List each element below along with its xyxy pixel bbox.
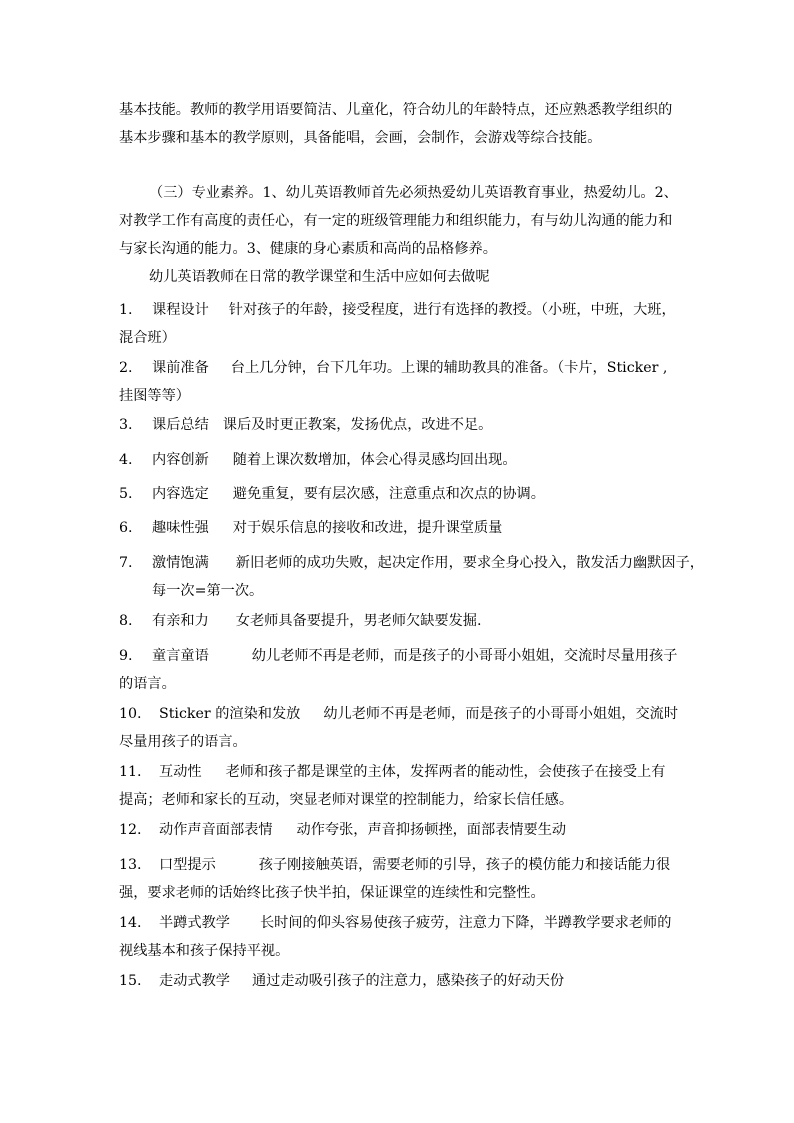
list-item — [119, 758, 679, 814]
list-item — [119, 967, 679, 995]
item-text: 随着上课次数增加，体会心得灵感均回出现。 — [232, 452, 517, 468]
item-number: 12. — [119, 822, 142, 838]
list-item — [119, 700, 679, 756]
item-title: 互动性 — [159, 764, 202, 780]
item-number: 6. — [119, 520, 133, 536]
item-text: 女老师具备要提升，男老师欠缺要发掘. — [235, 613, 482, 629]
list-item — [119, 549, 712, 605]
item-text: 课后及时更正教案，发扬优点，改进不足。 — [222, 417, 493, 433]
item-title: 课程设计 — [152, 302, 209, 318]
list-item — [119, 909, 679, 965]
item-title: 有亲和力 — [152, 613, 209, 629]
item-text: 幼儿老师不再是老师，而是孩子的小哥哥小姐姐，交流时尽量用孩子的语言。 — [119, 706, 679, 750]
item-title: 口型提示 — [159, 857, 216, 873]
item-number: 15. — [119, 973, 142, 989]
item-text: 动作夸张，声音抑扬顿挫，面部表情要生动 — [296, 822, 567, 838]
item-text: 台上几分钟，台下几年功。上课的辅助教具的准备。（卡片，Sticker ,挂图等等） — [119, 360, 668, 404]
list-item — [119, 642, 679, 698]
item-number: 3. — [119, 417, 133, 433]
item-title: 动作声音面部表情 — [159, 822, 273, 838]
item-text: 新旧老师的成功失败，起决定作用，要求全身心投入，散发活力幽默因子，每一次=第一次。 — [152, 555, 704, 599]
item-title: 走动式教学 — [159, 973, 230, 989]
item-title: 半蹲式教学 — [159, 915, 230, 931]
item-number: 10. — [119, 706, 142, 722]
paragraph-professional-quality: （三）专业素养。1、幼儿英语教师首先必须热爱幼儿英语教育事业，热爱幼儿。2、对教学工作有高度的责任心，有一定的班级管理能力和组织能力，有与幼儿沟通的能力和与家长沟通的能力。3、健康的身心素质和高尚的品格修养。 — [119, 185, 678, 257]
item-title: 激情饱满 — [152, 555, 209, 571]
item-title: 课后总结 — [152, 417, 209, 433]
item-number: 14. — [119, 915, 142, 931]
item-number: 9. — [119, 648, 133, 664]
item-text: 针对孩子的年龄，接受程度，进行有选择的教授。（小班，中班，大班，混合班） — [119, 302, 676, 346]
item-text: 幼儿老师不再是老师，而是孩子的小哥哥小姐姐，交流时尽量用孩子的语言。 — [119, 648, 678, 692]
item-title: 趣味性强 — [152, 520, 209, 536]
list-item — [119, 607, 679, 635]
item-number: 2. — [119, 360, 133, 376]
item-title: 内容创新 — [152, 452, 209, 468]
item-text: 避免重复，要有层次感，注意重点和次点的协调。 — [232, 486, 545, 502]
list-item — [119, 816, 679, 844]
item-number: 11. — [119, 764, 142, 780]
item-number: 13. — [119, 857, 142, 873]
item-title: 童言童语 — [152, 648, 209, 664]
item-number: 4. — [119, 452, 133, 468]
list-item — [119, 851, 679, 907]
item-text: 孩子刚接触英语，需要老师的引导，孩子的模仿能力和接话能力很强，要求老师的话始终比孩子快半拍，保证课堂的连续性和完整性。 — [119, 857, 671, 901]
item-text: 长时间的仰头容易使孩子疲劳，注意力下降，半蹲教学要求老师的视线基本和孩子保持平视。 — [119, 915, 672, 959]
item-number: 7. — [119, 555, 133, 571]
list-item — [119, 354, 679, 410]
item-number: 1. — [119, 302, 133, 318]
list-item — [119, 514, 679, 542]
item-number: 8. — [119, 613, 133, 629]
item-title: 课前准备 — [152, 360, 209, 376]
item-title: 内容选定 — [152, 486, 209, 502]
paragraph-basic-skills: 基本技能。教师的教学用语要简洁、儿童化，符合幼儿的年龄特点，还应熟悉教学组织的基本步骤和基本的教学原则，具备能唱，会画，会制作，会游戏等综合技能。 — [119, 102, 673, 146]
list-item — [119, 296, 679, 352]
item-text: 通过走动吸引孩子的注意力，感染孩子的好动天份 — [251, 973, 565, 989]
list-item — [119, 411, 679, 439]
list-item — [119, 446, 679, 474]
section-heading: 幼儿英语教师在日常的教学课堂和生活中应如何去做呢 — [149, 269, 490, 285]
item-title: Sticker 的渲染和发放 — [159, 706, 301, 722]
list-item — [119, 480, 679, 508]
item-text: 老师和孩子都是课堂的主体，发挥两者的能动性，会使孩子在接受上有提高；老师和家长的互动，突显老师对课堂的控制能力，给家长信任感。 — [119, 764, 666, 808]
item-text: 对于娱乐信息的接收和改进，提升课堂质量 — [232, 520, 503, 536]
item-number: 5. — [119, 486, 133, 502]
